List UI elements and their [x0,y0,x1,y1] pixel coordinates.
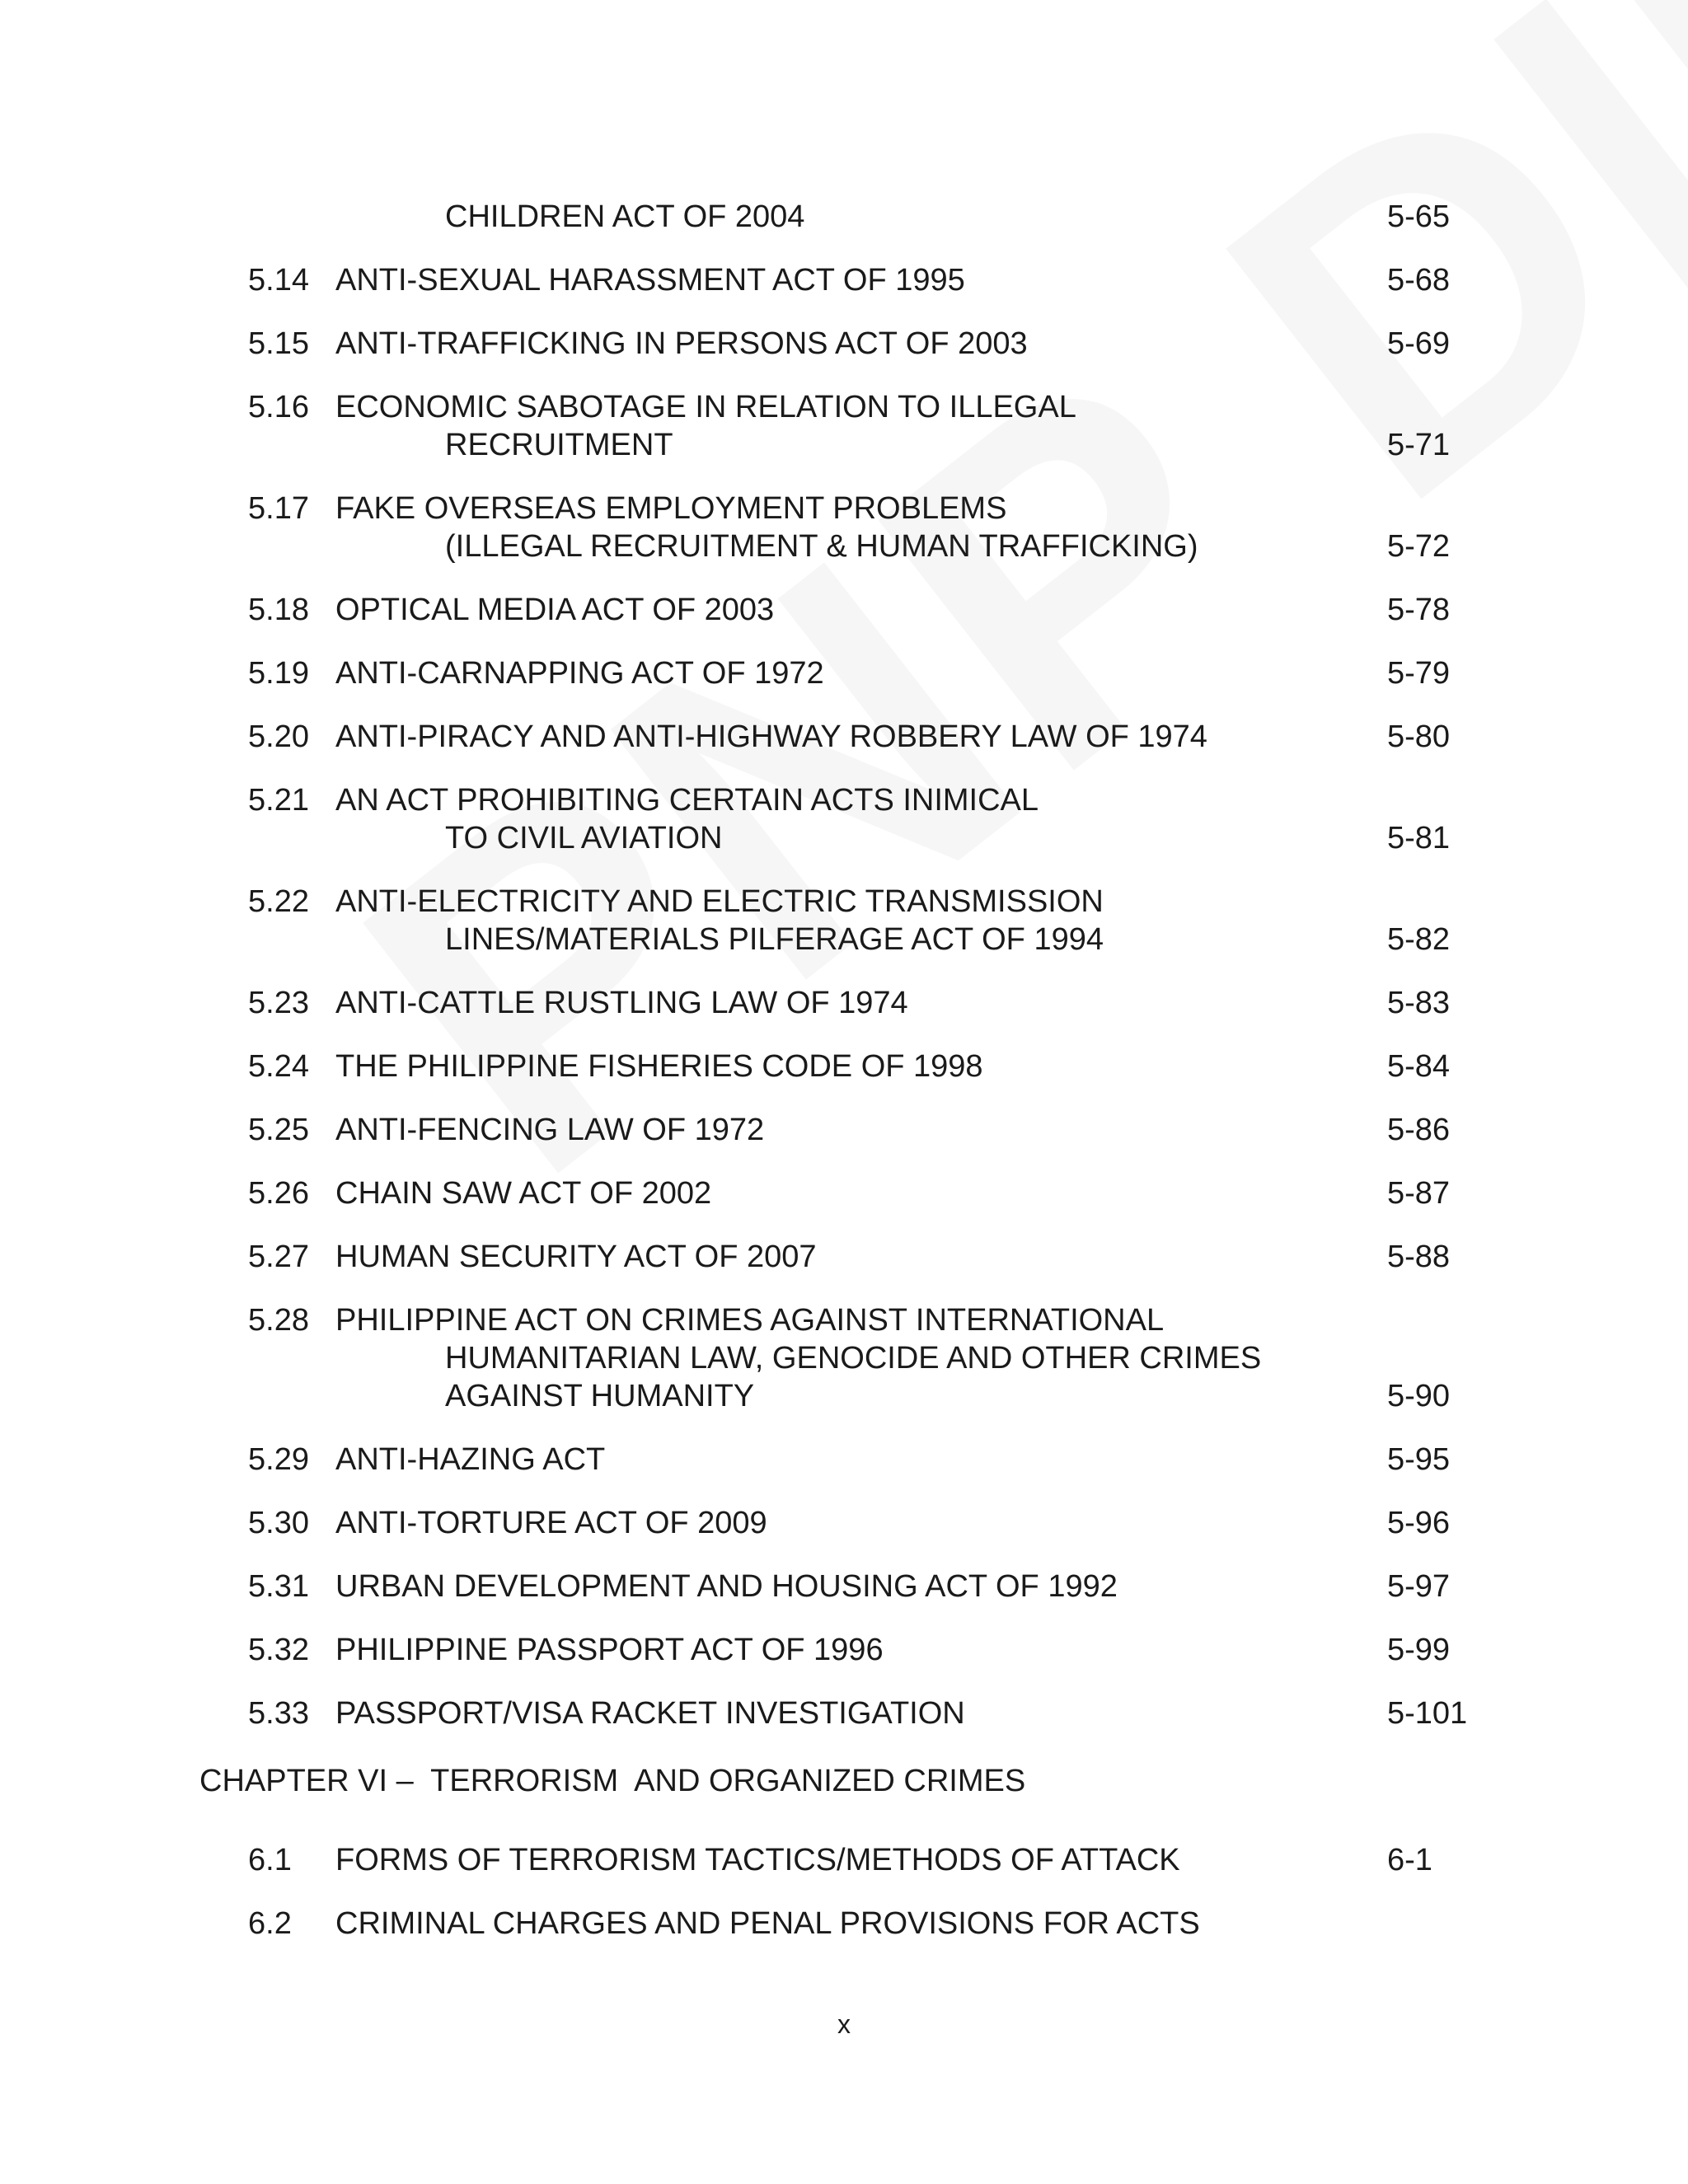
toc-entry-title [335,1631,884,1669]
chapter-heading: CHAPTER VI – TERRORISM AND ORGANIZED CRIMES [199,1764,1026,1798]
toc-entry-page: 5-83 [1387,986,1451,1020]
toc-entry-page: 5-101 [1387,1696,1468,1731]
toc-entry-title [335,1694,965,1732]
toc-entry-number: 5.24 [248,1049,309,1084]
toc-entry[interactable] [0,1238,1688,1276]
toc-entry-title-line: ANTI-FENCING LAW OF 1972 [335,1113,765,1147]
toc-entry-title-line: ANTI-CARNAPPING ACT OF 1972 [335,656,824,691]
toc-entry-title-line: FORMS OF TERRORISM TACTICS/METHODS OF ATTACK [335,1843,1180,1877]
toc-entry-title [335,325,1028,363]
toc-entry-page: 5-65 [1387,199,1451,234]
toc-entry-number: 5.16 [248,390,309,424]
toc-entry-title-line: PASSPORT/VISA RACKET INVESTIGATION [335,1696,965,1731]
toc-entry-title [335,1238,817,1276]
toc-entry[interactable] [0,1111,1688,1149]
toc-entry-title-line: PHILIPPINE ACT ON CRIMES AGAINST INTERNATIONAL [335,1303,1165,1338]
toc-entry-page: 5-80 [1387,719,1451,754]
toc-entry-title [335,1441,605,1479]
toc-entry-title [335,490,1198,565]
toc-entry-title [335,1047,983,1085]
toc-entry-page: 5-84 [1387,1049,1451,1084]
toc-entry-title-line: ANTI-TRAFFICKING IN PERSONS ACT OF 2003 [335,326,1028,361]
toc-entry[interactable] [0,1694,1688,1732]
toc-entry-title-line: ANTI-ELECTRICITY AND ELECTRIC TRANSMISSION [335,884,1104,919]
toc-entry-page: 5-88 [1387,1240,1451,1274]
toc-entry[interactable] [0,883,1688,958]
toc-entry-title-line: ANTI-TORTURE ACT OF 2009 [335,1506,767,1540]
toc-entry-title-line: PHILIPPINE PASSPORT ACT OF 1996 [335,1633,884,1667]
toc-entry-page: 5-79 [1387,656,1451,691]
toc-entry-page: 5-81 [1387,821,1451,855]
toc-entry-title [335,198,804,236]
toc-entry-title-line: LINES/MATERIALS PILFERAGE ACT OF 1994 [445,922,1104,957]
page-number: x [837,2009,851,2039]
toc-entry[interactable] [0,591,1688,629]
toc-entry-title [335,1905,1200,1943]
toc-entry[interactable] [0,261,1688,299]
toc-entry[interactable] [0,1504,1688,1542]
toc-entry-page: 5-97 [1387,1569,1451,1604]
toc-entry-title-line: ANTI-PIRACY AND ANTI-HIGHWAY ROBBERY LAW OF 1974 [335,719,1207,754]
toc-entry-number: 5.15 [248,326,309,361]
toc-entry-title-line: (ILLEGAL RECRUITMENT & HUMAN TRAFFICKING) [445,529,1198,564]
toc-entry-title-line: HUMANITARIAN LAW, GENOCIDE AND OTHER CRIMES [445,1341,1262,1376]
toc-entry-page: 5-90 [1387,1379,1451,1413]
toc-entry-number: 5.17 [248,491,309,526]
toc-entry-number: 6.2 [248,1906,292,1941]
toc-entry-page: 5-87 [1387,1176,1451,1211]
toc-entry-title [335,1504,767,1542]
toc-entry-title [335,1568,1118,1605]
toc-entry-title-line: RECRUITMENT [445,428,673,462]
toc-entry[interactable] [0,1441,1688,1479]
toc-entry[interactable] [0,1841,1688,1879]
toc-entry[interactable] [0,1301,1688,1415]
toc-entry-title-line: CHILDREN ACT OF 2004 [445,199,805,234]
toc-entry-number: 5.23 [248,986,309,1020]
toc-entry-number: 5.19 [248,656,309,691]
toc-entry-number: 5.31 [248,1569,309,1604]
toc-entry-title-line: URBAN DEVELOPMENT AND HOUSING ACT OF 1992 [335,1569,1118,1604]
toc-entry-title-line: CRIMINAL CHARGES AND PENAL PROVISIONS FOR ACTS [335,1906,1200,1941]
toc-entry-title-line: ANTI-CATTLE RUSTLING LAW OF 1974 [335,986,908,1020]
toc-entry-page: 5-72 [1387,529,1451,564]
toc-entry-number: 5.22 [248,884,309,919]
toc-entry[interactable] [0,654,1688,692]
toc-entry-title [335,1111,764,1149]
toc-entry-number: 5.20 [248,719,309,754]
toc-entry-title-line: FAKE OVERSEAS EMPLOYMENT PROBLEMS [335,491,1007,526]
toc-entry-title [335,883,1104,958]
toc-entry-number: 5.28 [248,1303,309,1338]
toc-entry-page: 5-96 [1387,1506,1451,1540]
toc-entry-page: 5-71 [1387,428,1451,462]
toc-entry-number: 5.29 [248,1442,309,1477]
toc-entry-title-line: CHAIN SAW ACT OF 2002 [335,1176,712,1211]
toc-entry[interactable] [0,1047,1688,1085]
toc-entry[interactable] [0,1174,1688,1212]
toc-entry-title [335,1841,1180,1879]
toc-entry-page: 6-1 [1387,1843,1432,1877]
toc-entry-number: 6.1 [248,1843,292,1877]
toc-entry-title [335,1174,711,1212]
toc-entry[interactable] [0,1631,1688,1669]
toc-entry-title [335,261,965,299]
toc-entry-title [335,388,1076,464]
toc-entry-number: 5.21 [248,783,309,818]
toc-entry[interactable] [0,325,1688,363]
toc-entry-title-line: TO CIVIL AVIATION [445,821,723,855]
toc-entry-title [335,718,1207,756]
toc-entry-title [335,984,908,1022]
toc-entry-page: 5-95 [1387,1442,1451,1477]
toc-entry-title [335,591,774,629]
toc-entry-title-line: AN ACT PROHIBITING CERTAIN ACTS INIMICAL [335,783,1039,818]
toc-entry-page: 5-68 [1387,263,1451,298]
toc-entry[interactable] [0,984,1688,1022]
toc-entry-title-line: ANTI-SEXUAL HARASSMENT ACT OF 1995 [335,263,965,298]
toc-entry-number: 5.14 [248,263,309,298]
toc-entry-number: 5.26 [248,1176,309,1211]
toc-entry-number: 5.27 [248,1240,309,1274]
toc-entry-number: 5.32 [248,1633,309,1667]
toc-entry-title-line: THE PHILIPPINE FISHERIES CODE OF 1998 [335,1049,983,1084]
toc-entry-title [335,1301,1261,1415]
toc-entry-title-line: ANTI-HAZING ACT [335,1442,606,1477]
toc-entry-title-line: HUMAN SECURITY ACT OF 2007 [335,1240,817,1274]
toc-entry-number: 5.18 [248,593,309,627]
toc-entry-title [335,654,824,692]
toc-entry-title-line: OPTICAL MEDIA ACT OF 2003 [335,593,775,627]
toc-entry-number: 5.25 [248,1113,309,1147]
toc-entry[interactable] [0,1905,1688,1943]
toc-entry[interactable] [0,490,1688,565]
toc-entry[interactable] [0,718,1688,756]
toc-entry-page: 5-99 [1387,1633,1451,1667]
toc-entry[interactable] [0,198,1688,236]
toc-entry[interactable] [0,1568,1688,1605]
toc-entry[interactable] [0,388,1688,464]
toc-entry-title-line: AGAINST HUMANITY [445,1379,755,1413]
toc-entry-number: 5.30 [248,1506,309,1540]
toc-entry-title [335,781,1039,857]
toc-entry-number: 5.33 [248,1696,309,1731]
toc-entry-page: 5-69 [1387,326,1451,361]
toc-entry-title-line: ECONOMIC SABOTAGE IN RELATION TO ILLEGAL [335,390,1076,424]
toc-entry-page: 5-78 [1387,593,1451,627]
toc-entry-page: 5-86 [1387,1113,1451,1147]
toc-entry-page: 5-82 [1387,922,1451,957]
toc-entry[interactable] [0,781,1688,857]
